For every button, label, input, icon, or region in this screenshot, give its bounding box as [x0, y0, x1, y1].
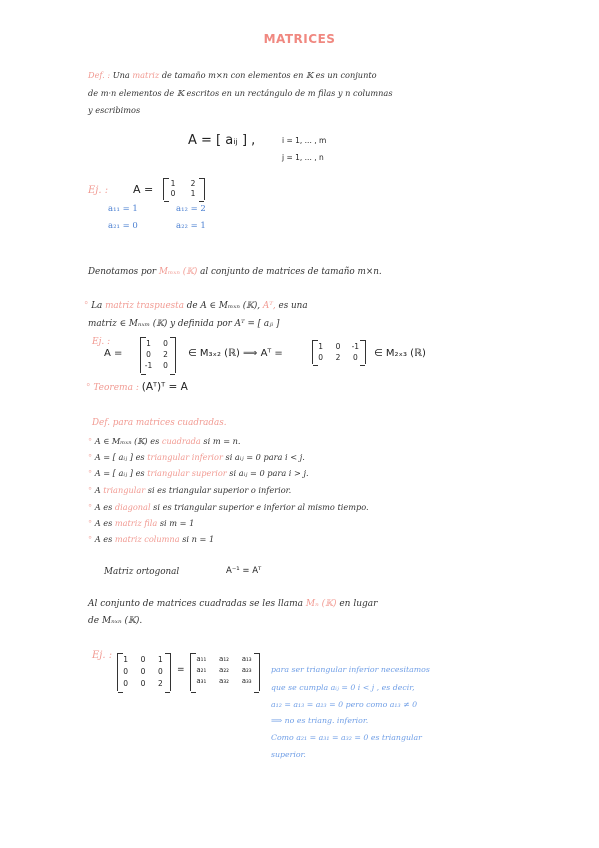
denote-text: al conjunto de matrices de tamaño m×n. [200, 267, 382, 277]
denote-term: Mₘₓₙ (𝕂) [158, 267, 198, 277]
matrix-cell: a₂₃ [241, 666, 252, 674]
def-text: de tamaño m×n con elementos en 𝕂 es un conjunto [161, 70, 377, 80]
item-term: triangular inferior [147, 452, 223, 462]
matrix-cell: -1 [144, 361, 153, 370]
matrix-cell: 0 [157, 667, 163, 676]
item-text: A ∈ Mₘₓₙ (𝕂) es [94, 436, 160, 446]
transpose-term: matriz traspuesta [105, 301, 184, 311]
matrix-cell: 0 [318, 353, 324, 362]
def-index-j: j = 1, ... , n [282, 153, 324, 162]
transpose-ex-label: Ej. : [92, 337, 111, 347]
def-formula: A = [ aᵢⱼ ] , [188, 133, 256, 148]
item-text: A [94, 485, 101, 495]
item-text: A es [94, 534, 113, 544]
matrix-cell: 0 [163, 361, 168, 370]
transpose-text: de A ∈ Mₘₓₙ (𝕂), [186, 301, 261, 311]
bullet: ° [88, 534, 93, 544]
bullet: ° [88, 452, 93, 462]
matrix-cell: 1 [146, 339, 151, 348]
theorem-label: Teorema : [93, 383, 139, 393]
def-line-3: y escribimos [88, 105, 141, 115]
example-2-cells [117, 655, 169, 688]
matrix-cell: -1 [351, 342, 360, 351]
transpose-line-1 [84, 301, 308, 311]
note-line-6: superior. [271, 750, 306, 759]
transpose-in-1: ∈ M₃ₓ₂ (ℝ) ⟹ Aᵀ = [188, 348, 283, 359]
matrix-cell: 0 [163, 339, 168, 348]
matrix-cell: 1 [318, 342, 324, 351]
square-item-7 [88, 534, 214, 544]
bullet: ° [88, 436, 93, 446]
matrix-cell: 0 [352, 353, 358, 362]
square-set-line-2: de Mₙₓₙ (𝕂). [88, 616, 143, 626]
square-item-1 [88, 436, 241, 446]
matrix-cell: 0 [140, 679, 146, 688]
orthogonal-label: Matriz ortogonal [104, 567, 180, 577]
item-term: matriz columna [114, 534, 180, 544]
transpose-text: es una [278, 301, 308, 311]
square-item-3 [88, 468, 309, 478]
item-text: A es [94, 502, 113, 512]
square-item-5 [88, 502, 369, 512]
matrix-cell: a₃₁ [196, 677, 207, 685]
matrix-cell: 0 [140, 655, 146, 664]
matrix-cell: 0 [170, 189, 176, 198]
entry-a11: a₁₁ = 1 [108, 204, 138, 214]
matrix-cell: a₁₃ [241, 655, 252, 663]
square-def-label: Def. para matrices cuadradas. [92, 418, 227, 428]
transpose-at-cells [312, 342, 364, 362]
bullet: ° [88, 518, 93, 528]
entry-a22: a₂₂ = 1 [176, 221, 206, 231]
note-line-4: ⟹ no es triang. inferior. [271, 716, 369, 725]
matrix-cell: 2 [335, 353, 341, 362]
matrix-cell: 0 [146, 350, 151, 359]
matrix-cell: a₁₁ [196, 655, 207, 663]
item-text: si m = 1 [159, 518, 195, 528]
square-set-term: Mₙ (𝕂) [305, 599, 337, 609]
bullet: ° [88, 485, 93, 495]
matrix-cell: 2 [163, 350, 168, 359]
matrix-cell: a₂₂ [219, 666, 229, 674]
def-term-matriz: matriz [132, 70, 160, 80]
theorem-formula: (Aᵀ)ᵀ = A [141, 381, 188, 393]
item-term: matriz fila [114, 518, 158, 528]
matrix-cell: 0 [123, 667, 129, 676]
square-set-text: Al conjunto de matrices cuadradas se les llama [88, 599, 304, 609]
def-line-2: de m·n elementos de 𝕂 escritos en un rectángulo de m filas y n columnas [88, 88, 393, 98]
matrix-cell: 1 [190, 189, 196, 198]
item-text: si es triangular superior e inferior al mismo tiempo. [153, 502, 369, 512]
item-text: si m = n. [203, 436, 241, 446]
orthogonal-formula: A⁻¹ = Aᵀ [226, 566, 262, 576]
def-text: Una [112, 70, 130, 80]
example-1-label: Ej. : [88, 185, 109, 196]
transpose-a-cells [140, 339, 174, 370]
item-text: si es triangular superior o inferior. [147, 485, 292, 495]
note-line-5: Como a₂₁ = a₃₁ = a₃₂ = 0 es triangular [271, 733, 422, 742]
matrix-cell: 1 [157, 655, 163, 664]
item-text: A = [ aᵢⱼ ] es [94, 468, 145, 478]
item-term: triangular [103, 485, 146, 495]
square-set-line-1 [88, 599, 377, 609]
note-line-3: a₁₂ = a₁₃ = a₂₃ = 0 pero como a₁₃ ≠ 0 [271, 700, 418, 709]
matrix-cell: a₁₂ [219, 655, 229, 663]
note-line-2: que se cumpla aᵢⱼ = 0 i < j , es decir, [271, 683, 415, 692]
def-line-1 [88, 70, 377, 80]
note-line-1: para ser triangular inferior necesitamos [271, 665, 430, 674]
square-item-6 [88, 518, 194, 528]
denote-line [88, 267, 382, 277]
matrix-cell: 2 [190, 179, 196, 188]
square-item-4 [88, 485, 291, 495]
item-text: si aᵢⱼ = 0 para i > j. [229, 468, 309, 478]
example-2-generic-cells [190, 655, 258, 685]
denote-text: Denotamos por [88, 267, 157, 277]
item-term: diagonal [114, 502, 151, 512]
matrix-cell: 0 [140, 667, 146, 676]
square-set-text: en lugar [339, 599, 378, 609]
item-text: si aᵢⱼ = 0 para i < j. [225, 452, 305, 462]
matrix-cell: 0 [123, 679, 129, 688]
matrix-cell: a₂₁ [196, 666, 207, 674]
bullet: ° [84, 301, 89, 311]
example-1-prefix: A = [133, 183, 154, 196]
matrix-cell: 2 [157, 679, 163, 688]
item-term: triangular superior [147, 468, 227, 478]
example-2-label: Ej. : [92, 650, 113, 661]
transpose-text: La [91, 301, 103, 311]
square-item-2 [88, 452, 305, 462]
entry-a12: a₁₂ = 2 [176, 204, 206, 214]
transpose-term-at: Aᵀ, [262, 301, 276, 311]
bullet: ° [88, 502, 93, 512]
matrix-cell: 0 [335, 342, 341, 351]
def-index-i: i = 1, ... , m [282, 136, 327, 145]
transpose-line-2: matriz ∈ Mₙₓₘ (𝕂) y definida por Aᵀ = [ aⱼᵢ ] [88, 319, 280, 329]
bullet: ° [88, 468, 93, 478]
matrix-cell: 1 [123, 655, 129, 664]
bullet: ° [86, 383, 91, 393]
item-text: A = [ aᵢⱼ ] es [94, 452, 145, 462]
matrix-cell: 1 [170, 179, 176, 188]
matrix-cell: a₃₂ [219, 677, 229, 685]
transpose-in-2: ∈ M₂ₓ₃ (ℝ) [374, 348, 426, 359]
page-title: MATRICES [263, 32, 336, 46]
def-label: Def. : [88, 70, 111, 80]
item-term: cuadrada [161, 436, 201, 446]
item-text: A es [94, 518, 113, 528]
item-text: si n = 1 [182, 534, 215, 544]
example-2-eq: = [177, 665, 185, 675]
transpose-a-label: A = [104, 348, 123, 359]
entry-a21: a₂₁ = 0 [108, 221, 138, 231]
theorem-line [86, 381, 188, 393]
example-1-matrix-cells [163, 179, 203, 198]
matrix-cell: a₃₃ [241, 677, 252, 685]
